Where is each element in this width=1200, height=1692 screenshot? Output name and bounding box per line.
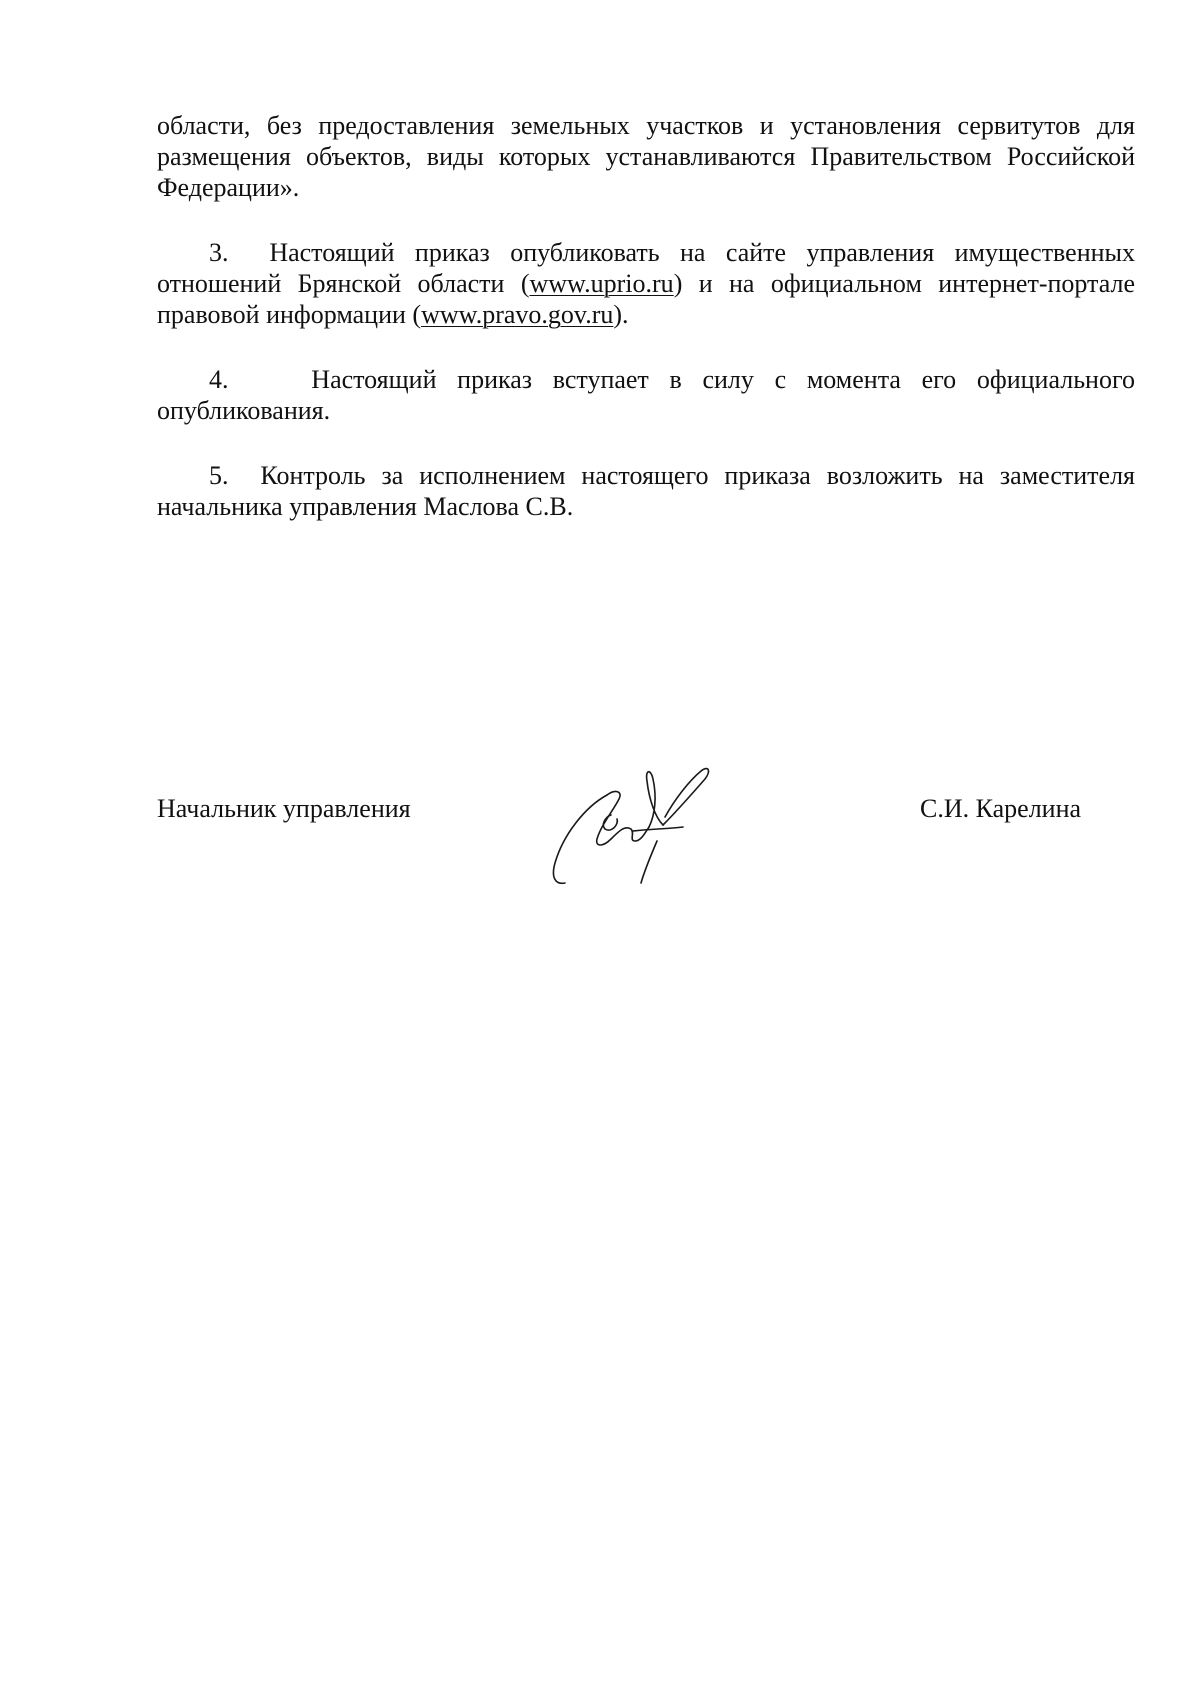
link-uprio[interactable]: www.uprio.ru	[529, 269, 674, 298]
paragraph-continuation: области, без предоставления земельных участков и установления сервитутов для размещения объектов, виды которых устанавливаются Правительством Российской Федерации».	[157, 111, 1135, 202]
paragraph-text: ).	[613, 300, 629, 329]
paragraph-number: 4.	[209, 365, 229, 394]
paragraph-3	[157, 237, 1135, 330]
signatory-name: С.И. Карелина	[920, 794, 1082, 823]
link-pravo[interactable]: www.pravo.gov.ru	[421, 300, 614, 329]
paragraph-number: 3.	[209, 238, 229, 267]
document-body	[157, 110, 1135, 522]
handwritten-signature	[545, 755, 725, 890]
paragraph-number: 5.	[209, 461, 229, 490]
paragraph-5	[157, 460, 1135, 522]
paragraph-text: Настоящий приказ вступает в силу с момента его официального опубликования.	[157, 365, 1135, 425]
paragraph-text: Контроль за исполнением настоящего приказа возложить на заместителя начальника управления Маслова С.В.	[157, 461, 1136, 521]
signatory-title: Начальник управления	[157, 794, 411, 823]
paragraph-text: Настоящий приказ опубликовать на сайте управления имущественных отношений Брянской области (	[157, 238, 1136, 298]
paragraph-text: ) и на официальном интернет-портале правовой информации (	[157, 269, 1136, 329]
paragraph-4	[157, 364, 1135, 426]
